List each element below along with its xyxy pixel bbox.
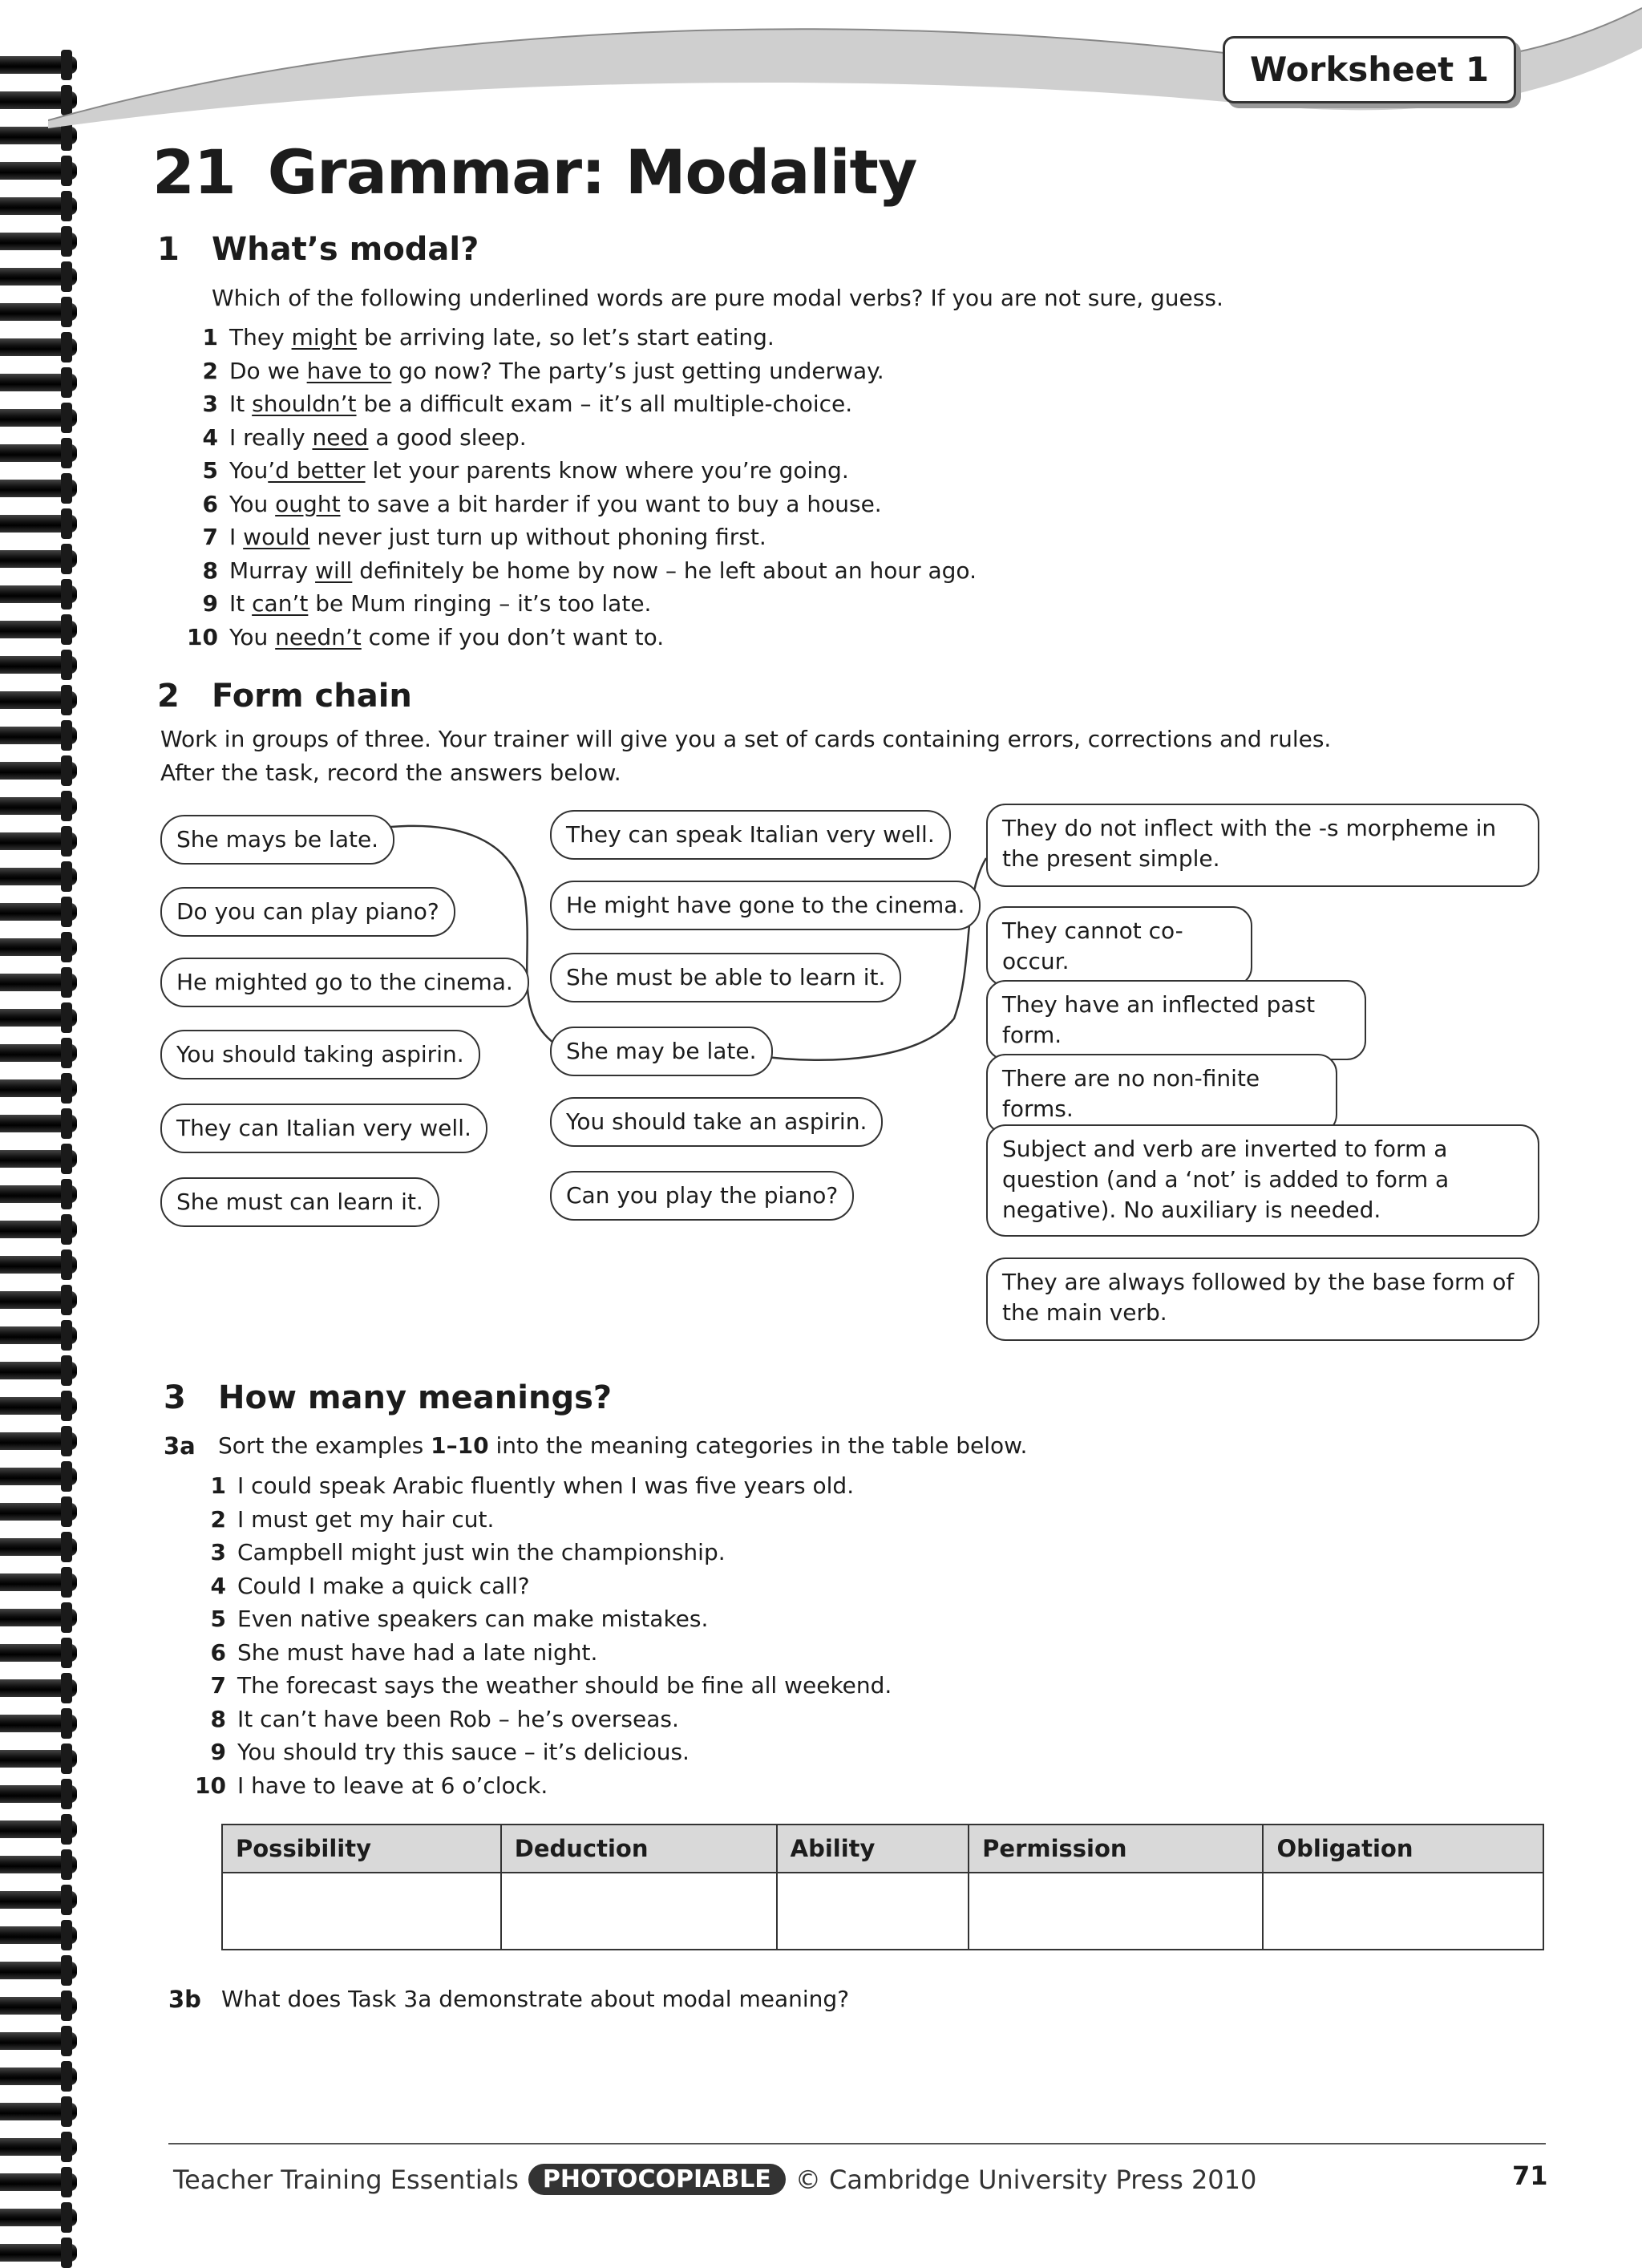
item-text-post: be a difficult exam – it’s all multiple-choice.: [356, 391, 853, 417]
error-card: He mighted go to the cinema.: [160, 958, 529, 1007]
footer-rule: [168, 2143, 1546, 2144]
list-item: [184, 354, 977, 388]
section-1-list: [184, 321, 977, 654]
underlined-word: might: [291, 324, 358, 350]
spiral-coil: [0, 1609, 77, 1626]
item-text: Could I make a quick call?: [237, 1572, 530, 1599]
table-cell-empty: [969, 1873, 1263, 1950]
spiral-coil: [0, 868, 77, 885]
spiral-coil: [0, 1785, 77, 1803]
item-text-pre: You: [229, 623, 276, 650]
item-text: She must have had a late night.: [237, 1638, 598, 1666]
item-text: I must get my hair cut.: [237, 1505, 495, 1533]
correction-card: He might have gone to the cinema.: [550, 881, 981, 930]
spiral-coil: [0, 1009, 77, 1027]
task-3b-question: What does Task 3a demonstrate about modal meaning?: [221, 1986, 850, 2012]
item-number: 9: [210, 1739, 226, 1765]
spiral-coil: [0, 1185, 77, 1203]
spiral-coil: [0, 2138, 77, 2156]
item-text: It can’t have been Rob – he’s overseas.: [237, 1705, 679, 1732]
list-item: [184, 488, 977, 521]
list-item: [192, 1503, 892, 1537]
footer-book-title: Teacher Training Essentials: [173, 2164, 519, 2195]
item-text: I could speak Arabic fluently when I was five years old.: [237, 1472, 855, 1499]
item-number: 5: [210, 1606, 226, 1632]
correction-card: She may be late.: [550, 1027, 773, 1076]
spiral-coil: [0, 727, 77, 744]
item-text: Even native speakers can make mistakes.: [237, 1606, 709, 1632]
item-text-pre: Do we: [229, 357, 307, 384]
item-text-pre: I: [229, 524, 244, 550]
underlined-word: ought: [275, 490, 341, 517]
item-text-post: go now? The party’s just getting underway.: [391, 357, 884, 384]
item-number: 2: [210, 1505, 226, 1533]
rule-card: They have an inflected past form.: [986, 980, 1366, 1060]
spiral-coil: [0, 409, 77, 427]
list-item: [192, 1469, 892, 1503]
list-item: [192, 1636, 892, 1670]
table-cell-empty: [1263, 1873, 1543, 1950]
item-number: 4: [202, 423, 218, 451]
spiral-coil: [0, 1926, 77, 1944]
item-number: 8: [202, 557, 218, 584]
spiral-coil: [0, 1715, 77, 1732]
table-header: Deduction: [501, 1825, 777, 1873]
section-1-heading: 1 What’s modal?: [157, 231, 479, 268]
spiral-coil: [0, 1679, 77, 1697]
spiral-coil: [0, 197, 77, 215]
item-text-post: come if you don’t want to.: [361, 623, 665, 650]
underlined-word: needn’t: [275, 623, 362, 650]
spiral-coil: [0, 1397, 77, 1415]
list-item: [184, 421, 977, 455]
rule-card: They cannot co-occur.: [986, 906, 1252, 986]
spiral-coil: [0, 1538, 77, 1556]
item-text-post: be arriving late, so let’s start eating.: [357, 324, 774, 350]
item-number: 2: [202, 357, 218, 384]
item-number: 6: [210, 1638, 226, 1666]
underlined-word: ’d better: [268, 457, 366, 484]
list-item: [192, 1735, 892, 1769]
spiral-coil: [0, 2068, 77, 2085]
spiral-coil: [0, 1468, 77, 1485]
error-card: You should taking aspirin.: [160, 1030, 480, 1079]
item-number: 10: [195, 1772, 226, 1799]
unit-title: Grammar: Modality: [267, 136, 917, 208]
item-number: 3: [210, 1539, 226, 1565]
page-title: [152, 136, 916, 208]
correction-card: You should take an aspirin.: [550, 1097, 883, 1147]
item-text: The forecast says the weather should be fine all weekend.: [237, 1672, 892, 1699]
item-number: 9: [202, 590, 218, 617]
item-number: 3: [202, 391, 218, 417]
spiral-coil: [0, 1044, 77, 1062]
spiral-coil: [0, 832, 77, 850]
item-text-pre: You: [229, 490, 276, 517]
item-text: I have to leave at 6 o’clock.: [237, 1772, 548, 1799]
spiral-coil: [0, 974, 77, 991]
spiral-coil: [0, 338, 77, 356]
meaning-categories-table: [221, 1824, 1544, 1950]
correction-card: Can you play the piano?: [550, 1171, 854, 1221]
item-text-post: definitely be home by now – he left about an hour ago.: [352, 557, 977, 584]
item-number: 8: [210, 1705, 226, 1732]
underlined-word: have to: [306, 357, 392, 384]
item-text-pre: They: [229, 324, 292, 350]
item-text-pre: I really: [229, 423, 313, 451]
underlined-word: would: [243, 524, 310, 550]
table-cell-empty: [222, 1873, 501, 1950]
spiral-coil: [0, 303, 77, 321]
spiral-coil: [0, 1820, 77, 1838]
spiral-binding: [0, 0, 88, 2261]
list-item: [192, 1669, 892, 1703]
spiral-coil: [0, 550, 77, 568]
spiral-coil: [0, 1997, 77, 2015]
spiral-coil: [0, 1150, 77, 1168]
list-item: [184, 554, 977, 588]
rule-card: There are no non-finite forms.: [986, 1054, 1337, 1134]
spiral-coil: [0, 1856, 77, 1873]
item-number: 1: [202, 324, 218, 350]
item-text-post: be Mum ringing – it’s too late.: [308, 590, 652, 617]
list-item: [184, 454, 977, 488]
spiral-coil: [0, 585, 77, 603]
item-number: 7: [202, 524, 218, 550]
spiral-coil: [0, 938, 77, 956]
spiral-coil: [0, 515, 77, 533]
item-text: You should try this sauce – it’s delicious.: [237, 1739, 690, 1765]
spiral-coil: [0, 1750, 77, 1768]
spiral-coil: [0, 797, 77, 815]
list-item: [184, 587, 977, 621]
underlined-word: can’t: [252, 590, 309, 617]
spiral-coil: [0, 1291, 77, 1309]
list-item: [192, 1569, 892, 1603]
spiral-coil: [0, 1891, 77, 1909]
photocopiable-badge: PHOTOCOPIABLE: [528, 2164, 786, 2195]
item-text-post: let your parents know where you’re going.: [365, 457, 849, 484]
task-3b-label: 3b: [168, 1986, 201, 2013]
spiral-coil: [0, 1432, 77, 1450]
unit-number: 21: [152, 136, 236, 208]
item-text-post: a good sleep.: [368, 423, 527, 451]
spiral-coil: [0, 2209, 77, 2226]
spiral-coil: [0, 1962, 77, 1979]
spiral-coil: [0, 1326, 77, 1344]
spiral-coil: [0, 1256, 77, 1274]
task-3a-label: 3a: [164, 1432, 196, 1460]
section-2-instruction-1: Work in groups of three. Your trainer will give you a set of cards containing errors, corrections and rules.: [160, 726, 1332, 752]
underlined-word: will: [315, 557, 353, 584]
item-text-pre: Murray: [229, 557, 316, 584]
list-item: [184, 621, 977, 654]
underlined-word: shouldn’t: [252, 391, 357, 417]
worksheet-tab: Worksheet 1: [1223, 36, 1516, 103]
table-cell-empty: [501, 1873, 777, 1950]
item-text-pre: It: [229, 391, 253, 417]
error-card: Do you can play piano?: [160, 887, 455, 937]
item-number: 1: [210, 1472, 226, 1499]
page-number: 71: [1512, 2161, 1548, 2191]
underlined-word: need: [312, 423, 369, 451]
error-card: They can Italian very well.: [160, 1104, 487, 1153]
item-number: 4: [210, 1572, 226, 1599]
footer-copyright: © Cambridge University Press 2010: [795, 2164, 1257, 2195]
section-1-instruction: Which of the following underlined words are pure modal verbs? If you are not sure, guess.: [212, 285, 1223, 311]
list-item: [184, 387, 977, 421]
spiral-coil: [0, 691, 77, 709]
section-3-list: [192, 1469, 892, 1802]
table-header: Ability: [777, 1825, 969, 1873]
item-number: 6: [202, 490, 218, 517]
item-text-post: to save a bit harder if you want to buy a house.: [340, 490, 882, 517]
list-item: [192, 1536, 892, 1569]
spiral-coil: [0, 2244, 77, 2262]
spiral-coil: [0, 444, 77, 462]
list-item: [192, 1602, 892, 1636]
spiral-coil: [0, 2173, 77, 2191]
spiral-coil: [0, 762, 77, 780]
item-text-pre: It: [229, 590, 253, 617]
table-cell-empty: [777, 1873, 969, 1950]
spiral-coil: [0, 2103, 77, 2120]
spiral-coil: [0, 1079, 77, 1097]
spiral-coil: [0, 903, 77, 921]
spiral-coil: [0, 1573, 77, 1591]
error-card: She must can learn it.: [160, 1177, 439, 1227]
item-text-pre: You: [229, 457, 269, 484]
rule-card: Subject and verb are inverted to form a question (and a ‘not’ is added to form a negative). No auxiliary is needed.: [986, 1124, 1539, 1237]
table-header: Permission: [969, 1825, 1263, 1873]
section-2-heading: 2 Form chain: [157, 678, 412, 715]
spiral-coil: [0, 1362, 77, 1379]
item-text: Campbell might just win the championship.: [237, 1539, 726, 1565]
correction-card: She must be able to learn it.: [550, 953, 901, 1002]
section-3-heading: 3 How many meanings?: [164, 1379, 613, 1416]
list-item: [184, 321, 977, 354]
spiral-coil: [0, 656, 77, 674]
list-item: [192, 1703, 892, 1736]
item-number: 5: [202, 457, 218, 484]
task-3a-instruction: Sort the examples 1–10 into the meaning categories in the table below.: [218, 1432, 1028, 1459]
spiral-coil: [0, 2032, 77, 2050]
spiral-coil: [0, 1221, 77, 1238]
spiral-coil: [0, 621, 77, 638]
list-item: [192, 1769, 892, 1803]
table-header: Possibility: [222, 1825, 501, 1873]
spiral-coil: [0, 1644, 77, 1662]
item-number: 7: [210, 1672, 226, 1699]
section-2-instruction-2: After the task, record the answers below.: [160, 759, 621, 786]
item-text-post: never just turn up without phoning first.: [309, 524, 766, 550]
spiral-coil: [0, 374, 77, 391]
table-header: Obligation: [1263, 1825, 1543, 1873]
spiral-coil: [0, 480, 77, 497]
list-item: [184, 520, 977, 554]
spiral-coil: [0, 1115, 77, 1132]
rule-card: They do not inflect with the -s morpheme in the present simple.: [986, 804, 1539, 887]
correction-card: They can speak Italian very well.: [550, 810, 951, 860]
rule-card: They are always followed by the base form of the main verb.: [986, 1258, 1539, 1341]
spiral-coil: [0, 268, 77, 286]
spiral-coil: [0, 1503, 77, 1521]
error-card: She mays be late.: [160, 815, 394, 865]
item-number: 10: [187, 623, 218, 650]
spiral-coil: [0, 233, 77, 250]
footer: [173, 2164, 1256, 2195]
